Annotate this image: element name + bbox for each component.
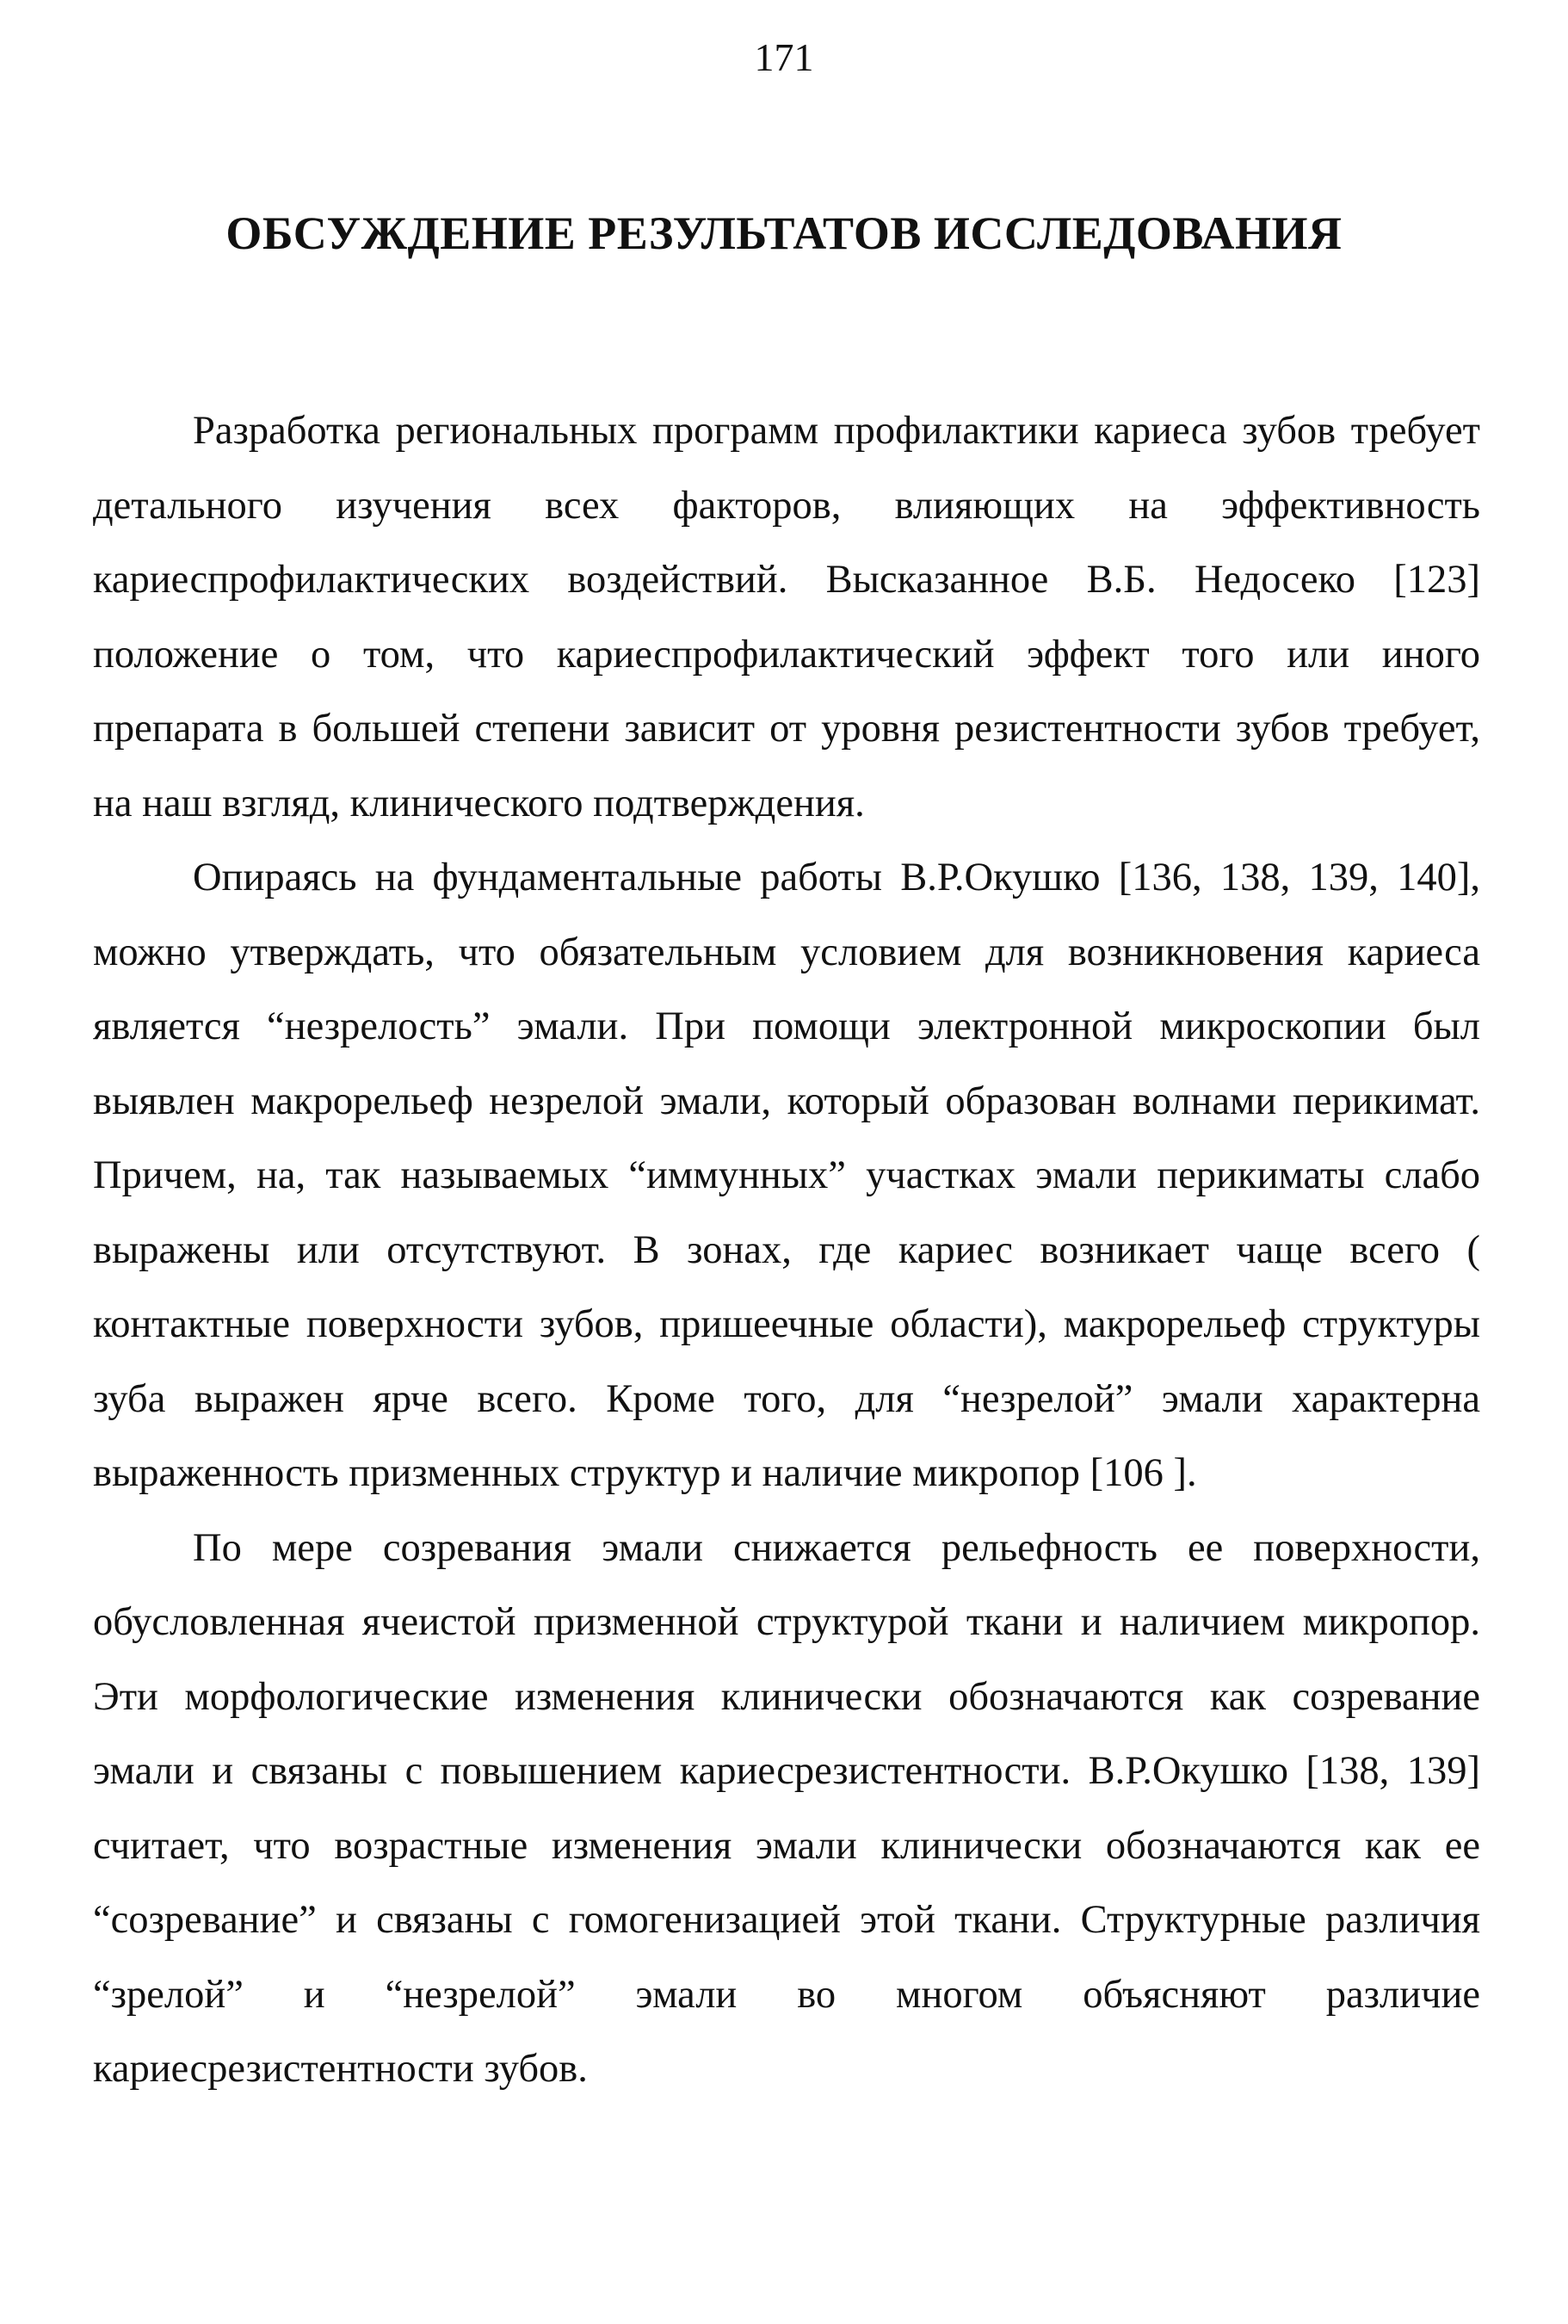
section-title: ОБСУЖДЕНИЕ РЕЗУЛЬТАТОВ ИССЛЕДОВАНИЯ xyxy=(225,207,1343,259)
paragraph-3: По мере созревания эмали снижается рельефность ее поверхности, обусловленная ячеистой призменной структурой ткани и наличием микропор. Эти морфологические изменения клинически обозначаются как созревание эмали и связаны с повышением кариесрезистентности. В.Р.Окушко [138, 139] считает, что возрастные изменения эмали клинически обозначаются как ее “созревание” и связаны с гомогенизацией этой ткани. Структурные различия “зрелой” и “незрелой” эмали во многом объясняют различие кариесрезистентности зубов. xyxy=(93,1525,1480,2091)
body-text xyxy=(93,394,1480,2107)
page-number: 171 xyxy=(754,35,814,79)
paragraph-1: Разработка региональных программ профилактики кариеса зубов требует детального изучения всех факторов, влияющих на эффективность кариеспрофилактических воздействий. Высказанное В.Б. Недосеко [123] положение о том, что кариеспрофилактический эффект того или иного препарата в большей степени зависит от уровня резистентности зубов требует, на наш взгляд, клинического подтверждения. xyxy=(93,409,1480,825)
paragraph-2: Опираясь на фундаментальные работы В.Р.Окушко [136, 138, 139, 140], можно утверждать, что обязательным условием для возникновения кариеса является “незрелость” эмали. При помощи электронной микроскопии был выявлен макрорельеф незрелой эмали, который образован волнами перикимат. Причем, на, так называемых “иммунных” участках эмали перикиматы слабо выражены или отсутствуют. В зонах, где кариес возникает чаще всего ( контактные поверхности зубов, пришеечные области), макрорельеф структуры зуба выражен ярче всего. Кроме того, для “незрелой” эмали характерна выраженность призменных структур и наличие микропор [106 ]. xyxy=(93,856,1480,1495)
